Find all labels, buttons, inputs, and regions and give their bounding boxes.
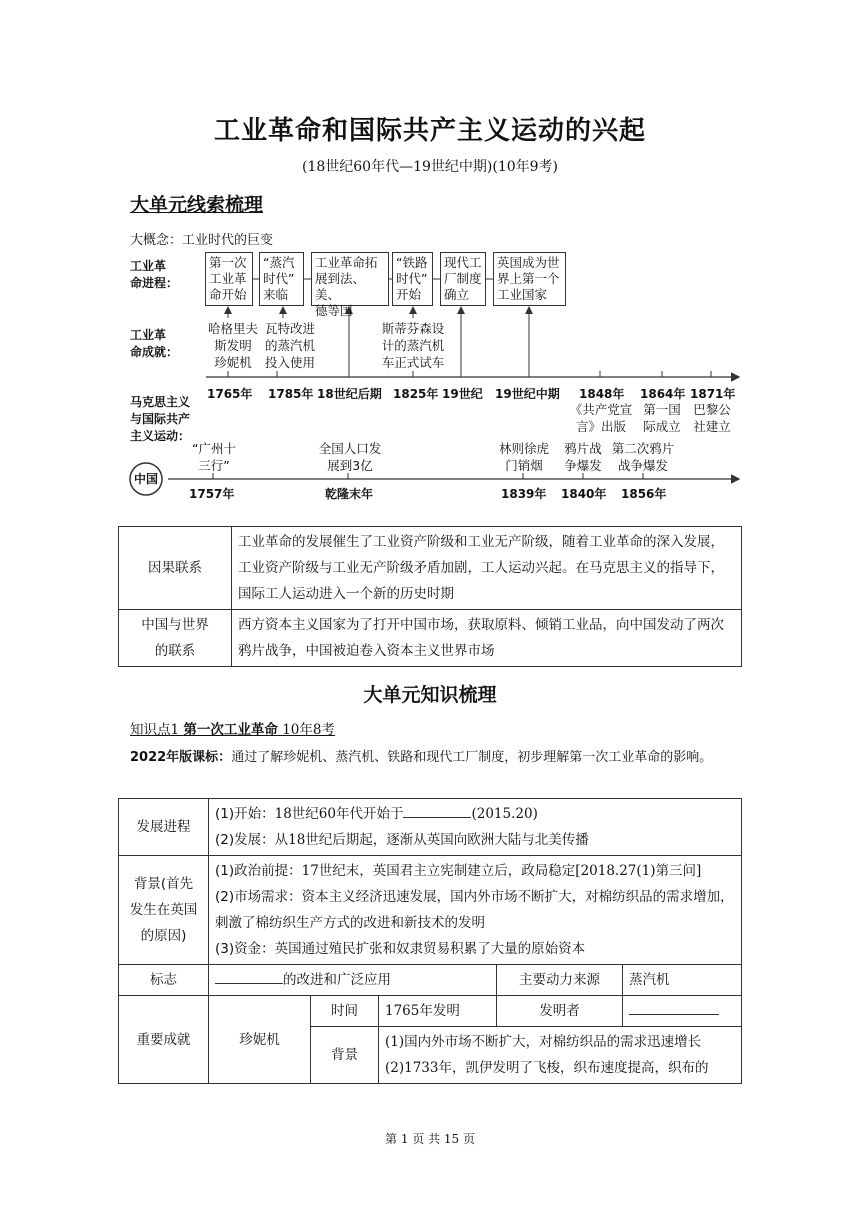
- event-canton-thirteen: “广州十 三行”: [192, 441, 236, 473]
- table-row: [119, 799, 742, 856]
- page-title: 工业革命和国际共产主义运动的兴起: [213, 116, 646, 146]
- time-head: 时间: [311, 996, 379, 1027]
- sign-body: 的改进和广泛应用: [209, 965, 497, 996]
- china-year: 1757年: [189, 487, 235, 501]
- achievement-steam-engine: 瓦特改进 的蒸汽机 投入使用: [264, 321, 315, 370]
- china-year: 1840年: [561, 487, 607, 501]
- event-manifesto: 《共产党宣 言》出版: [569, 402, 633, 434]
- big-concept: 大概念：工业时代的巨变: [130, 233, 274, 248]
- fill-blank[interactable]: [403, 803, 471, 818]
- achievement-jenny: 哈格里夫 斯发明 珍妮机: [207, 321, 258, 370]
- section-heading-clues: 大单元线索梳理: [130, 194, 264, 216]
- row-head-china-world: 中国与世界的联系: [119, 610, 232, 667]
- year-label: 1785年: [268, 387, 314, 401]
- timeline-diagram: [0, 0, 860, 520]
- row-label-achievement: 工业革 命成就：: [130, 328, 179, 359]
- time-value: 1765年发明: [379, 996, 497, 1027]
- fill-blank[interactable]: [629, 1000, 719, 1015]
- table-row: [119, 856, 742, 965]
- process-box: 工业革命拓 展到法、美、 德等国: [311, 252, 389, 306]
- bg-body: (1)政治前提：17世纪末，英国君主立宪制建立后，政局稳定[2018.27(1)第三问] (2)市场需求：资本主义经济迅速发展，国内外市场不断扩大，对棉纺织品的需求增加，刺激了棉纺织生产方式的改进和新技术的发明 (3)资金：英国通过殖民扩张和奴隶贸易积累了大量的原始资本: [209, 856, 742, 965]
- year-label: 1848年: [579, 387, 625, 401]
- process-box: “铁路 时代” 开始: [392, 252, 433, 306]
- inventor-value: [623, 996, 742, 1027]
- year-label: 1765年: [207, 387, 253, 401]
- fill-blank[interactable]: [215, 969, 283, 984]
- year-label: 18世纪后期: [317, 387, 382, 401]
- knowledge-table: [118, 798, 742, 1084]
- knowledge-point-heading: 知识点1 第一次工业革命 10年8考: [130, 722, 335, 738]
- summary-table: [118, 526, 742, 667]
- event-second-opium-war: 第二次鸦片 战争爆发: [611, 441, 675, 473]
- bg-head: 背景(首先发生在英国的原因): [119, 856, 209, 965]
- process-box: 英国成为世 界上第一个 工业国家: [493, 252, 566, 306]
- china-year: 1839年: [501, 487, 547, 501]
- year-label: 1871年: [690, 387, 736, 401]
- dev-head: 发展进程: [119, 799, 209, 856]
- page-footer: 第 1 页 共 15 页: [385, 1132, 475, 1146]
- event-population: 全国人口发 展到3亿: [318, 441, 382, 473]
- year-label: 19世纪中期: [495, 387, 560, 401]
- sign-head: 标志: [119, 965, 209, 996]
- china-label: 中国: [133, 472, 158, 486]
- dev-body: (1)开始：18世纪60年代开始于 (2015.20) (2)发展：从18世纪后期起，逐渐从英国向欧洲大陆与北美传播: [209, 799, 742, 856]
- year-label: 1864年: [640, 387, 686, 401]
- event-paris-commune: 巴黎公 社建立: [693, 402, 731, 434]
- process-box: 现代工 厂制度 确立: [440, 252, 486, 306]
- year-label: 19世纪: [442, 387, 483, 401]
- row-body-china-world: 西方资本主义国家为了打开中国市场，获取原料、倾销工业品，向中国发动了两次鸦片战争，中国被迫卷入资本主义世界市场: [232, 610, 742, 667]
- page-subtitle: (18世纪60年代—19世纪中期)(10年9考): [301, 159, 558, 175]
- power-value: 蒸汽机: [623, 965, 742, 996]
- inventor-head: 发明者: [497, 996, 623, 1027]
- event-opium-war: 鸦片战 争爆发: [564, 441, 602, 473]
- row-head-causal: 因果联系: [119, 527, 232, 610]
- table-row: [119, 610, 742, 667]
- china-year: 乾隆末年: [325, 487, 374, 501]
- process-box: 第一次 工业革 命开始: [205, 252, 253, 306]
- jenny-head: 珍妮机: [209, 996, 311, 1084]
- row-body-causal: 工业革命的发展催生了工业资产阶级和工业无产阶级，随着工业革命的深入发展，工业资产阶级与工业无产阶级矛盾加剧，工人运动兴起。在马克思主义的指导下，国际工人运动进入一个新的历史时期: [232, 527, 742, 610]
- table-row: [119, 527, 742, 610]
- table-row: [119, 965, 742, 996]
- year-label: 1825年: [393, 387, 439, 401]
- section-heading-knowledge: 大单元知识梳理: [363, 684, 497, 706]
- row-label-marx: 马克思主义 与国际共产 主义运动：: [130, 395, 191, 443]
- event-first-international: 第一国 际成立: [643, 402, 681, 434]
- jenny-bg-body: (1)国内外市场不断扩大，对棉纺织品的需求迅速增长 (2)1733年，凯伊发明了飞梭，织布速度提高，织布的: [379, 1027, 742, 1084]
- process-box: “蒸汽 时代” 来临: [259, 252, 304, 306]
- power-head: 主要动力来源: [497, 965, 623, 996]
- china-year: 1856年: [621, 487, 667, 501]
- achievement-head: 重要成就: [119, 996, 209, 1084]
- event-humen: 林则徐虎 门销烟: [498, 441, 549, 473]
- curriculum-standard: 2022年版课标：通过了解珍妮机、蒸汽机、铁路和现代工厂制度，初步理解第一次工业革命的影响。: [130, 750, 713, 765]
- row-label-process: 工业革 命进程：: [130, 259, 179, 290]
- table-row: [119, 996, 742, 1027]
- jenny-bg-head: 背景: [311, 1027, 379, 1084]
- achievement-locomotive: 斯蒂芬森设 计的蒸汽机 车正式试车: [381, 321, 445, 370]
